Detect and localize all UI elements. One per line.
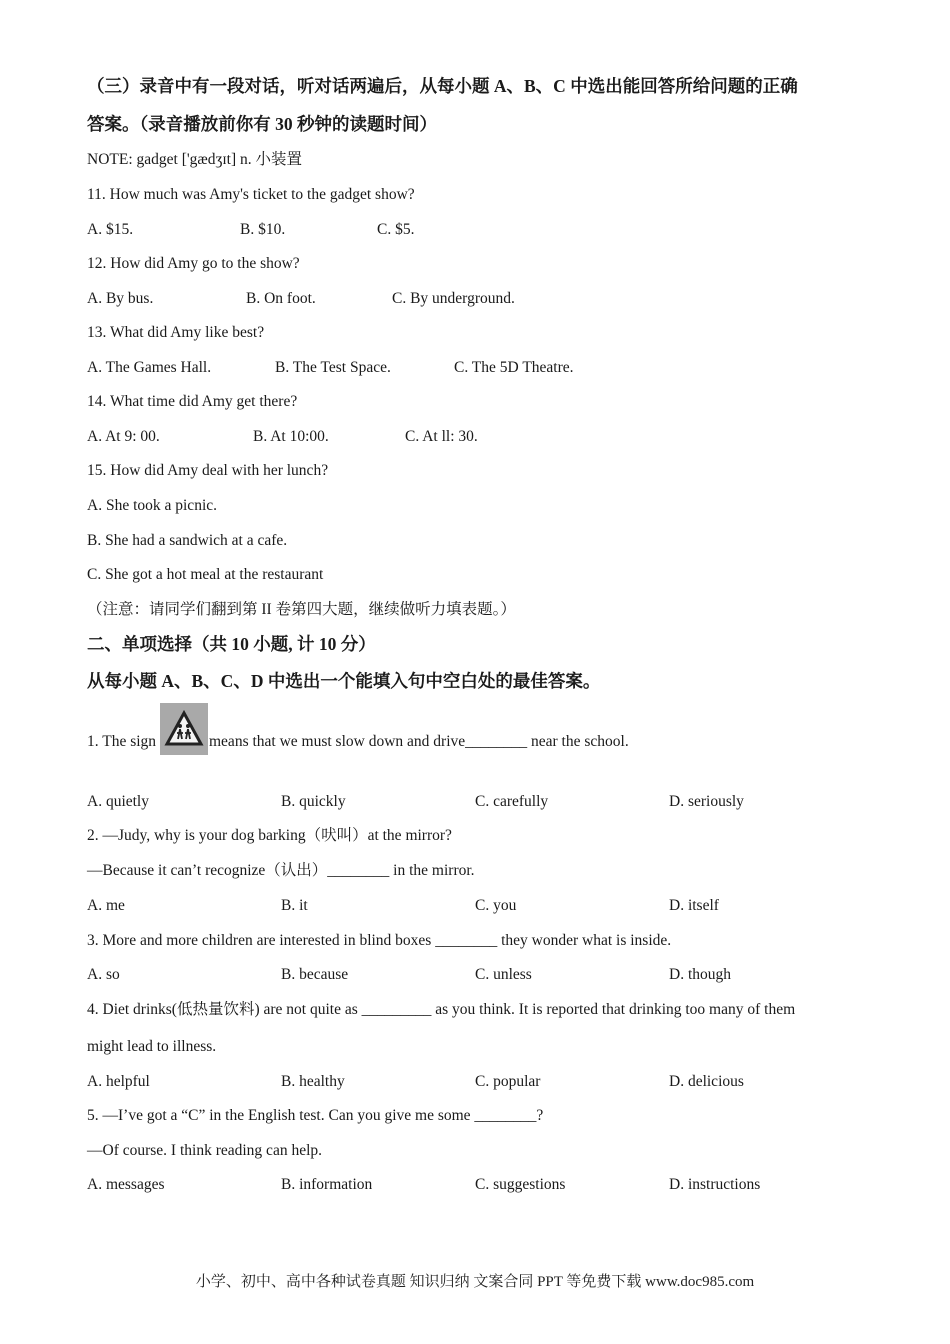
- q1-option-d: D. seriously: [669, 793, 744, 810]
- question-3: 3. More and more children are interested in blind boxes ________ they wonder what is inside.: [87, 932, 672, 949]
- q11-option-b: B. $10.: [240, 221, 286, 238]
- q1-option-c: C. carefully: [475, 793, 549, 810]
- q11-option-c: C. $5.: [377, 221, 415, 238]
- children-crossing-icon: [164, 709, 204, 749]
- section2-instruction: 从每小题 A、B、C、D 中选出一个能填入句中空白处的最佳答案。: [87, 671, 601, 691]
- q15-option-a: A. She took a picnic.: [87, 497, 218, 514]
- q3-option-c: C. unless: [475, 966, 532, 983]
- q1-option-b: B. quickly: [281, 793, 346, 810]
- q5-option-a: A. messages: [87, 1176, 165, 1193]
- section2-heading: 二、单项选择（共 10 小题, 计 10 分）: [87, 634, 376, 654]
- q3-option-a: A. so: [87, 966, 120, 983]
- question-11: 11. How much was Amy's ticket to the gadget show?: [87, 186, 415, 203]
- q12-option-c: C. By underground.: [392, 290, 515, 307]
- q14-option-b: B. At 10:00.: [253, 428, 329, 445]
- question-4-line1: 4. Diet drinks(低热量饮料) are not quite as _________ as you think. It is reported that drinking too many of them: [87, 1001, 796, 1018]
- q3-option-b: B. because: [281, 966, 349, 983]
- section3-heading-line2: 答案。（录音播放前你有 30 秒钟的读题时间）: [87, 114, 437, 134]
- question-5-line1: 5. —I’ve got a “C” in the English test. Can you give me some ________?: [87, 1107, 544, 1124]
- question-12: 12. How did Amy go to the show?: [87, 255, 300, 272]
- q15-option-b: B. She had a sandwich at a cafe.: [87, 532, 288, 549]
- school-zone-sign-image: [160, 703, 208, 755]
- q13-option-b: B. The Test Space.: [275, 359, 391, 376]
- question-15: 15. How did Amy deal with her lunch?: [87, 462, 329, 479]
- q1-option-a: A. quietly: [87, 793, 149, 810]
- question-5-line2: —Of course. I think reading can help.: [87, 1142, 323, 1159]
- q13-option-a: A. The Games Hall.: [87, 359, 212, 376]
- question-13: 13. What did Amy like best?: [87, 324, 265, 341]
- q13-option-c: C. The 5D Theatre.: [454, 359, 574, 376]
- q2-option-b: B. it: [281, 897, 308, 914]
- q12-option-a: A. By bus.: [87, 290, 154, 307]
- section3-heading-line1: （三）录音中有一段对话，听对话两遍后，从每小题 A、B、C 中选出能回答所给问题的正确: [87, 76, 798, 96]
- vocab-note: NOTE: gadget ['gædʒɪt] n. 小装置: [87, 151, 303, 168]
- q5-option-b: B. information: [281, 1176, 373, 1193]
- q1-text-end: means that we must slow down and drive________ near the school.: [209, 733, 629, 750]
- question-4-line2: might lead to illness.: [87, 1038, 217, 1055]
- q2-option-a: A. me: [87, 897, 125, 914]
- q5-option-d: D. instructions: [669, 1176, 761, 1193]
- listening-notice: （注意：请同学们翻到第 II 卷第四大题，继续做听力填表题。）: [87, 601, 516, 618]
- q11-option-a: A. $15.: [87, 221, 134, 238]
- q4-option-b: B. healthy: [281, 1073, 345, 1090]
- q14-option-a: A. At 9: 00.: [87, 428, 160, 445]
- q12-option-b: B. On foot.: [246, 290, 316, 307]
- q14-option-c: C. At ll: 30.: [405, 428, 478, 445]
- page-footer: 小学、初中、高中各种试卷真题 知识归纳 文案合同 PPT 等免费下载 www.doc985.com: [195, 1274, 755, 1290]
- q2-option-c: C. you: [475, 897, 517, 914]
- question-2-line2: —Because it can’t recognize（认出）________ in the mirror.: [87, 862, 475, 879]
- question-14: 14. What time did Amy get there?: [87, 393, 298, 410]
- q2-option-d: D. itself: [669, 897, 719, 914]
- q5-option-c: C. suggestions: [475, 1176, 566, 1193]
- question-2-line1: 2. —Judy, why is your dog barking（吠叫）at the mirror?: [87, 827, 452, 844]
- q4-option-a: A. helpful: [87, 1073, 150, 1090]
- q4-option-c: C. popular: [475, 1073, 541, 1090]
- q1-text-start: 1. The sign: [87, 733, 157, 750]
- q15-option-c: C. She got a hot meal at the restaurant: [87, 566, 324, 583]
- q4-option-d: D. delicious: [669, 1073, 744, 1090]
- q3-option-d: D. though: [669, 966, 731, 983]
